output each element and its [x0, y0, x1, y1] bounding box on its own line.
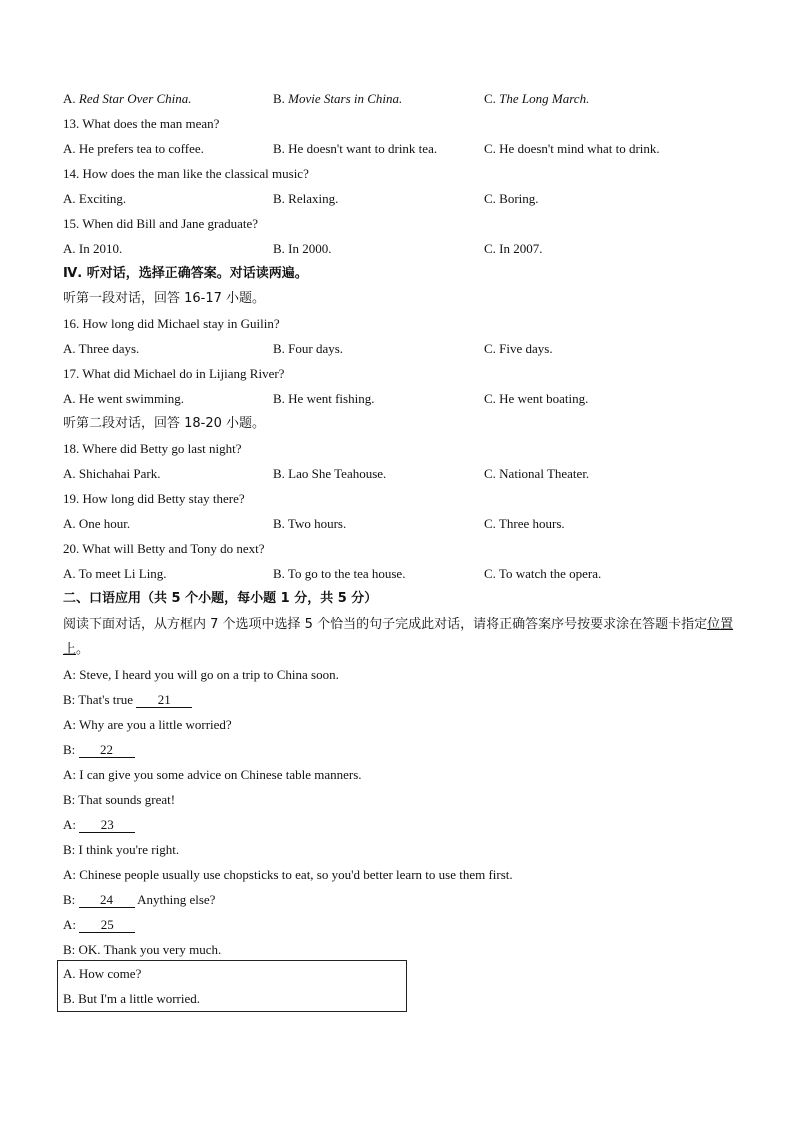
q15-options	[63, 240, 743, 265]
q16-options	[63, 340, 743, 365]
q17-options	[63, 390, 743, 415]
q19-options	[63, 515, 743, 540]
option-a: A. He went swimming.	[63, 391, 184, 406]
blank-22[interactable]: 22	[79, 743, 135, 758]
option-c: C. He doesn't mind what to drink.	[484, 141, 660, 156]
option-b: B. To go to the tea house.	[273, 566, 406, 581]
conv-line-8: B: I think you're right.	[63, 842, 180, 857]
option-a: A. In 2010.	[63, 241, 123, 256]
blank-23[interactable]: 23	[79, 818, 135, 833]
question-14: 14. How does the man like the classical music?	[63, 166, 309, 181]
blank-21[interactable]: 21	[136, 693, 192, 708]
conv-line-9: A: Chinese people usually use chopsticks to eat, so you'd better learn to use them first.	[63, 867, 513, 882]
option-c: C. National Theater.	[484, 466, 590, 481]
conv-line-5: A: I can give you some advice on Chinese table manners.	[63, 767, 362, 782]
option-a: A. To meet Li Ling.	[63, 566, 167, 581]
part4-heading: Ⅳ. 听对话，选择正确答案。对话读两遍。	[63, 266, 308, 281]
dialogue1-intro: 听第一段对话，回答 16-17 小题。	[63, 291, 266, 306]
question-13: 13. What does the man mean?	[63, 116, 220, 131]
box-option-a: A. How come?	[63, 966, 142, 981]
option-c: C. To watch the opera.	[484, 566, 602, 581]
conv-line-6: B: That sounds great!	[63, 792, 176, 807]
part2-instructions: 阅读下面对话，从方框内 7 个选项中选择 5 个恰当的句子完成此对话，请将正确答案序号按要求涂在答题卡指定位置上。	[63, 617, 734, 657]
options-box	[57, 960, 407, 1012]
option-a: A. He prefers tea to coffee.	[63, 141, 204, 156]
question-16: 16. How long did Michael stay in Guilin?	[63, 316, 280, 331]
blank-25[interactable]: 25	[79, 918, 135, 933]
option-a: A. Three days.	[63, 341, 140, 356]
option-c: C. In 2007.	[484, 241, 543, 256]
option-c: C. He went boating.	[484, 391, 589, 406]
conv-line-12: B: OK. Thank you very much.	[63, 942, 222, 957]
option-c: C. Boring.	[484, 191, 539, 206]
option-b: B. He doesn't want to drink tea.	[273, 141, 438, 156]
conv-line-4: B: 22	[63, 741, 743, 766]
exam-content	[63, 90, 743, 966]
conv-line-7: A: 23	[63, 816, 743, 841]
q12-options	[63, 90, 743, 115]
question-18: 18. Where did Betty go last night?	[63, 441, 242, 456]
option-a: A. Red Star Over China.	[63, 91, 192, 106]
option-b: B. Four days.	[273, 341, 344, 356]
question-15: 15. When did Bill and Jane graduate?	[63, 216, 259, 231]
conv-line-2: B: That's true 21	[63, 691, 743, 716]
option-a: A. Shichahai Park.	[63, 466, 161, 481]
blank-24[interactable]: 24	[79, 893, 135, 908]
conv-line-3: A: Why are you a little worried?	[63, 717, 232, 732]
question-17: 17. What did Michael do in Lijiang River?	[63, 366, 285, 381]
box-option-b: B. But I'm a little worried.	[63, 991, 201, 1006]
option-b: B. Two hours.	[273, 516, 347, 531]
conv-line-11: A: 25	[63, 916, 743, 941]
q14-options	[63, 190, 743, 215]
option-c: C. Three hours.	[484, 516, 565, 531]
question-19: 19. How long did Betty stay there?	[63, 491, 245, 506]
q13-options	[63, 140, 743, 165]
q20-options	[63, 565, 743, 590]
q18-options	[63, 465, 743, 490]
option-b: B. Relaxing.	[273, 191, 339, 206]
conv-line-10: B: 24 Anything else?	[63, 892, 216, 907]
part2-heading: 二、口语应用（共 5 个小题，每小题 1 分，共 5 分）	[63, 591, 378, 606]
option-c: C. The Long March.	[484, 91, 590, 106]
option-b: B. Movie Stars in China.	[273, 91, 403, 106]
conv-line-1: A: Steve, I heard you will go on a trip to China soon.	[63, 667, 339, 682]
option-b: B. He went fishing.	[273, 391, 375, 406]
option-a: A. Exciting.	[63, 191, 127, 206]
dialogue2-intro: 听第二段对话，回答 18-20 小题。	[63, 416, 266, 431]
option-b: B. Lao She Teahouse.	[273, 466, 387, 481]
option-a: A. One hour.	[63, 516, 131, 531]
option-c: C. Five days.	[484, 341, 553, 356]
option-b: B. In 2000.	[273, 241, 332, 256]
question-20: 20. What will Betty and Tony do next?	[63, 541, 265, 556]
